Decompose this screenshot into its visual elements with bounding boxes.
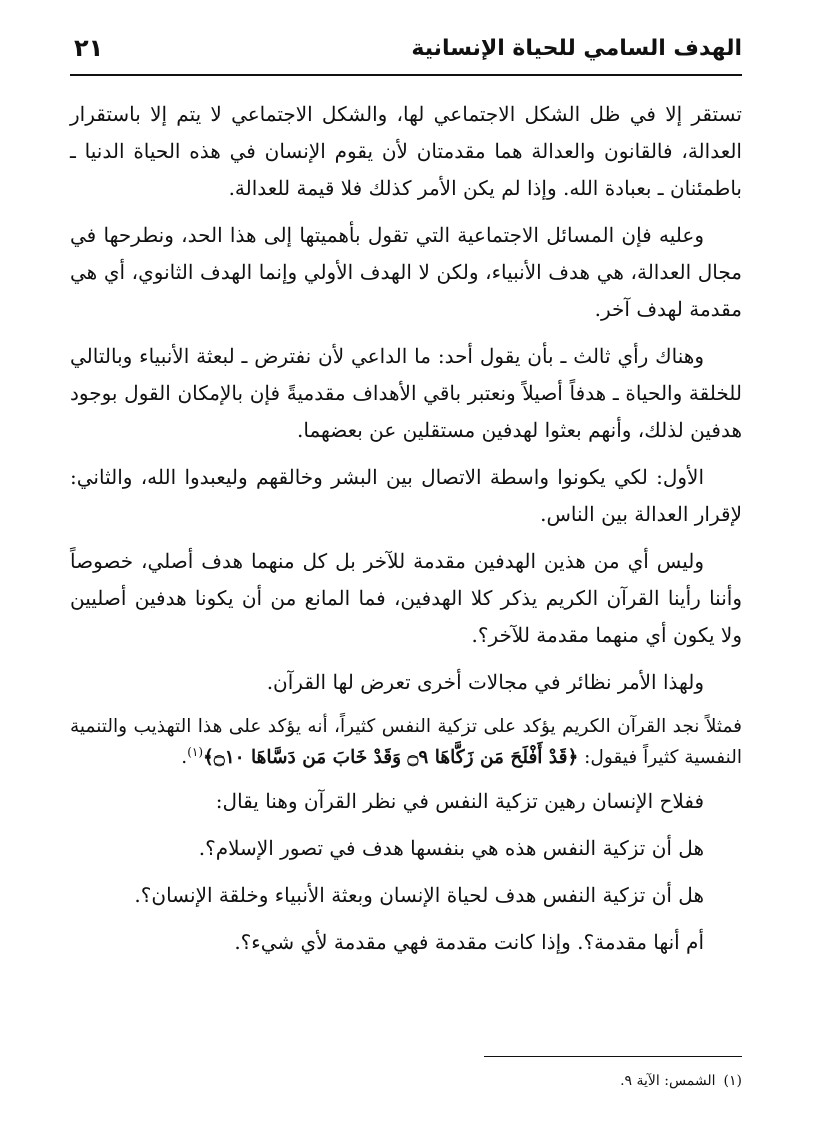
quran-verse: ﴿قَدْ أَفْلَحَ مَن زَكَّاهَا ۝٩ وَقَدْ خَابَ مَن دَسَّاهَا ۝١٠﴾ bbox=[203, 747, 579, 768]
body-text bbox=[70, 96, 742, 971]
paragraph-analogues: ولهذا الأمر نظائر في مجالات أخرى تعرض لها القرآن. bbox=[266, 670, 704, 694]
footnote-text: الشمس: الآية ٩. bbox=[620, 1073, 716, 1089]
paragraph-social-issues: وعليه فإن المسائل الاجتماعية التي تقول بأهميتها إلى هذا الحد، ونطرحها في مجال العدالة، هي هدف الأنبياء، ولكن لا الهدف الأولي وإنما الهدف الثانوي، أي هي مقدمة لهدف آخر. bbox=[70, 223, 742, 321]
paragraph-quran-citation bbox=[70, 711, 742, 773]
citation-lead-text: فمثلاً نجد القرآن الكريم يؤكد على تزكية النفس كثيراً، أنه يؤكد على هذا التهذيب والتنمية النفسية كثيراً فيقول: bbox=[70, 716, 742, 768]
paragraph-purification: ففلاح الإنسان رهين تزكية النفس في نظر القرآن وهنا يقال: bbox=[215, 789, 704, 813]
paragraph-continuation: تستقر إلا في ظل الشكل الاجتماعي لها، والشكل الاجتماعي لا يتم إلا باستقرار العدالة، فالقانون والعدالة هما مقدمتان لأن يقوم الإنسان في هذه الحياة الدنيا ـ باطمئنان ـ بعبادة الله. وإذا لم يكن الأمر كذلك فلا قيمة للعدالة. bbox=[70, 102, 742, 200]
footnote bbox=[620, 1070, 742, 1092]
page-number: ٢١ bbox=[74, 34, 104, 62]
paragraph-third-opinion: وهناك رأي ثالث ـ بأن يقول أحد: ما الداعي لأن نفترض ـ لبعثة الأنبياء وبالتالي للخلقة والحياة ـ هدفاً أصيلاً ونعتبر باقي الأهداف مقدميةً فإن بالإمكان القول بوجود هدفين لذلك، وأنهم بعثوا لهدفين مستقلين عن بعضهما. bbox=[70, 344, 742, 442]
paragraph-no-precedence: وليس أي من هذين الهدفين مقدمة للآخر بل كل منهما هدف أصلي، خصوصاً وأننا رأينا القرآن الكريم يذكر كلا الهدفين، فما المانع من أن يكونا هدفين أصليين ولا يكون أي منهما مقدمة للآخر؟. bbox=[70, 549, 742, 647]
footnote-marker: (١) bbox=[187, 744, 204, 759]
question-1: هل أن تزكية النفس هذه هي بنفسها هدف في تصور الإسلام؟. bbox=[198, 836, 704, 860]
citation-end: . bbox=[181, 747, 188, 768]
question-3: أم أنها مقدمة؟. وإذا كانت مقدمة فهي مقدمة لأي شيء؟. bbox=[234, 930, 704, 954]
running-title: الهدف السامي للحياة الإنسانية bbox=[411, 36, 742, 61]
footnote-number: (١) bbox=[723, 1073, 742, 1089]
footnote-divider bbox=[484, 1056, 742, 1057]
running-header bbox=[70, 30, 742, 76]
question-2: هل أن تزكية النفس هدف لحياة الإنسان وبعثة الأنبياء وخلقة الإنسان؟. bbox=[134, 883, 704, 907]
paragraph-two-goals: الأول: لكي يكونوا واسطة الاتصال بين البشر وخالقهم وليعبدوا الله، والثاني: لإقرار العدالة بين الناس. bbox=[70, 465, 742, 526]
